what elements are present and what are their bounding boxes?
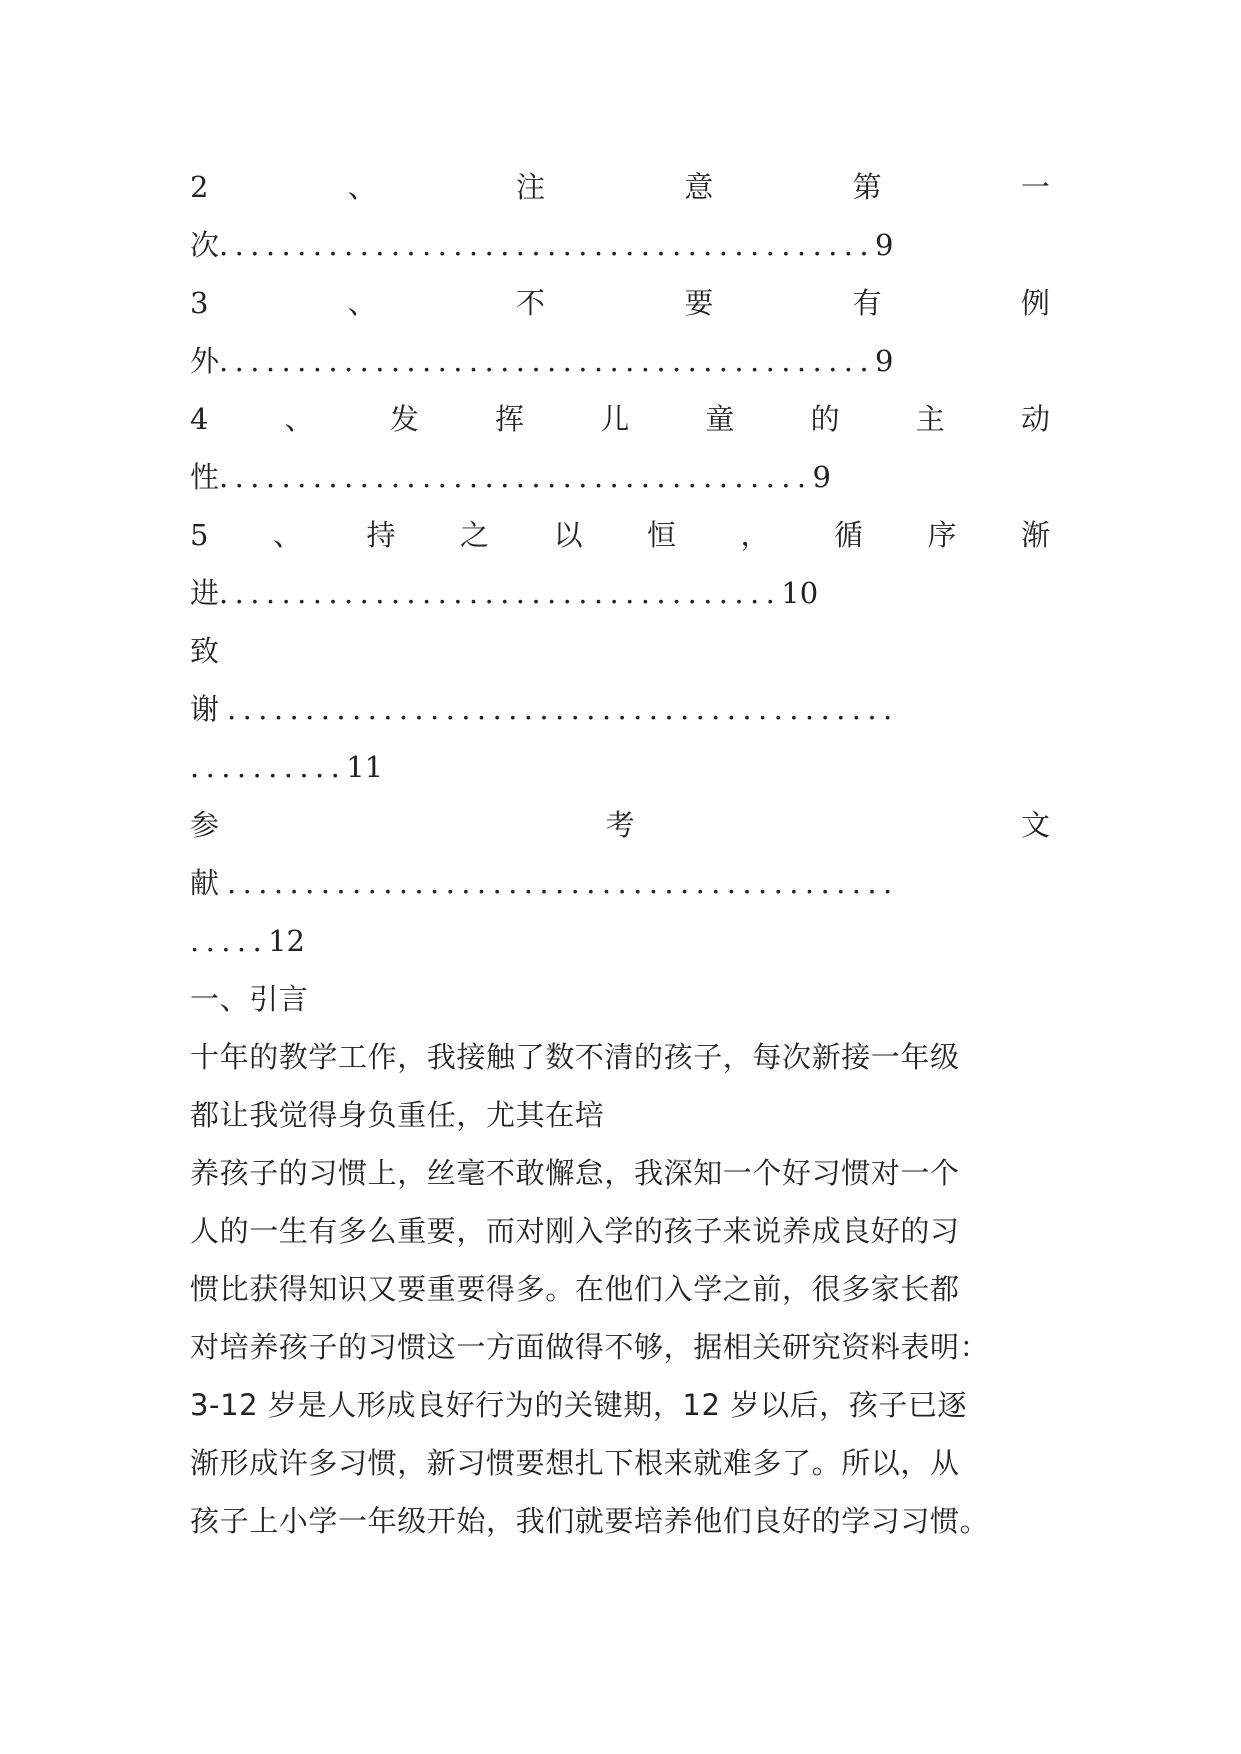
toc-item-3-leader[interactable]: [190, 332, 1050, 390]
toc-token: 参: [190, 808, 220, 842]
toc-token: 2: [190, 170, 209, 204]
toc-item-4-leader[interactable]: [190, 448, 1050, 506]
toc-acknowledgement-wrap[interactable]: [190, 738, 1050, 796]
toc-token: 要: [684, 286, 714, 320]
toc-page-number: 9: [812, 460, 831, 494]
toc-token: 恒: [646, 518, 676, 552]
toc-token: 4: [190, 402, 209, 436]
toc-page-number: 9: [874, 344, 894, 378]
toc-item-2-leader[interactable]: [190, 216, 1050, 274]
toc-tail-text: 外: [190, 344, 220, 378]
toc-tail-text: 谢: [190, 692, 220, 726]
toc-tail-text: 性: [190, 460, 220, 494]
toc-token: 致: [190, 634, 220, 668]
toc-item-4-head: [190, 390, 1050, 448]
toc-token: 以: [553, 518, 583, 552]
section-heading: 一、引言: [190, 982, 309, 1016]
body-line: 惯比获得知识又要重要得多。在他们入学之前，很多家长都: [190, 1272, 960, 1306]
toc-token: 之: [459, 518, 489, 552]
toc-dot-leader: ..........................................: [219, 228, 875, 262]
toc-item-5-head: [190, 506, 1050, 564]
toc-tail-text: 次: [190, 228, 220, 262]
toc-item-3-head: [190, 274, 1050, 332]
toc-dot-leader: ...........................................: [227, 692, 899, 726]
toc-token: 3: [190, 286, 209, 320]
toc-token: 动: [1020, 402, 1050, 436]
toc-page-number: 11: [346, 750, 384, 784]
toc-token: 考: [605, 808, 635, 842]
toc-token: 挥: [495, 402, 525, 436]
toc-token: 渐: [1020, 518, 1050, 552]
toc-token: 持: [366, 518, 396, 552]
toc-token: 的: [810, 402, 840, 436]
toc-token: 意: [684, 170, 714, 204]
toc-token: 儿: [600, 402, 630, 436]
toc-references-leader[interactable]: [190, 854, 1050, 912]
toc-token: ，: [740, 518, 770, 552]
body-line: 孩子上小学一年级开始，我们就要培养他们良好的学习习惯。: [190, 1504, 990, 1538]
toc-token: 、: [347, 286, 377, 320]
body-line: 都让我觉得身负重任，尤其在培: [190, 1098, 605, 1132]
toc-dot-leader: ..........................................: [219, 344, 875, 378]
toc-tail-text: 献: [190, 866, 220, 900]
toc-dot-leader: ..........: [190, 750, 347, 784]
toc-page-number: 9: [874, 228, 894, 262]
toc-token: 5: [190, 518, 209, 552]
toc-token: 主: [915, 402, 945, 436]
toc-token: 第: [852, 170, 882, 204]
toc-references-head: [190, 796, 1050, 854]
toc-token: 例: [1020, 286, 1050, 320]
toc-dot-leader: .....: [190, 924, 269, 958]
body-line: 渐形成许多习惯，新习惯要想扎下根来就难多了。所以，从: [190, 1446, 960, 1480]
toc-item-2-head: [190, 158, 1050, 216]
toc-page-number: 12: [268, 924, 305, 958]
toc-dot-leader: ....................................: [219, 576, 782, 610]
toc-token: 有: [852, 286, 882, 320]
toc-token: 童: [705, 402, 735, 436]
toc-references-wrap[interactable]: [190, 912, 1050, 970]
body-line: 人的一生有多么重要，而对刚入学的孩子来说养成良好的习: [190, 1214, 960, 1248]
toc-token: 、: [347, 170, 377, 204]
toc-item-5-leader[interactable]: [190, 564, 1050, 622]
toc-token: 循: [833, 518, 863, 552]
toc-acknowledgement-leader[interactable]: [190, 680, 1050, 738]
toc-token: 一: [1020, 170, 1050, 204]
toc-page-number: 10: [781, 576, 819, 610]
toc-token: 注: [516, 170, 546, 204]
body-line: 十年的教学工作，我接触了数不清的孩子，每次新接一年级: [190, 1040, 960, 1074]
toc-token: 发: [389, 402, 419, 436]
body-line: 养孩子的习惯上，丝毫不敢懈怠，我深知一个好习惯对一个: [190, 1156, 960, 1190]
toc-acknowledgement-head: [190, 622, 1050, 680]
toc-token: 序: [927, 518, 957, 552]
toc-dot-leader: ......................................: [219, 460, 813, 494]
toc-token: 文: [1020, 808, 1050, 842]
toc-dot-leader: ...........................................: [227, 866, 899, 900]
body-line: 3-12 岁是人形成良好行为的关键期，12 岁以后，孩子已逐: [190, 1388, 968, 1422]
body-line: 对培养孩子的习惯这一方面做得不够，据相关研究资料表明：: [190, 1330, 990, 1364]
toc-tail-text: 进: [190, 576, 220, 610]
toc-token: 、: [272, 518, 302, 552]
toc-token: 不: [516, 286, 546, 320]
toc-token: 、: [284, 402, 314, 436]
